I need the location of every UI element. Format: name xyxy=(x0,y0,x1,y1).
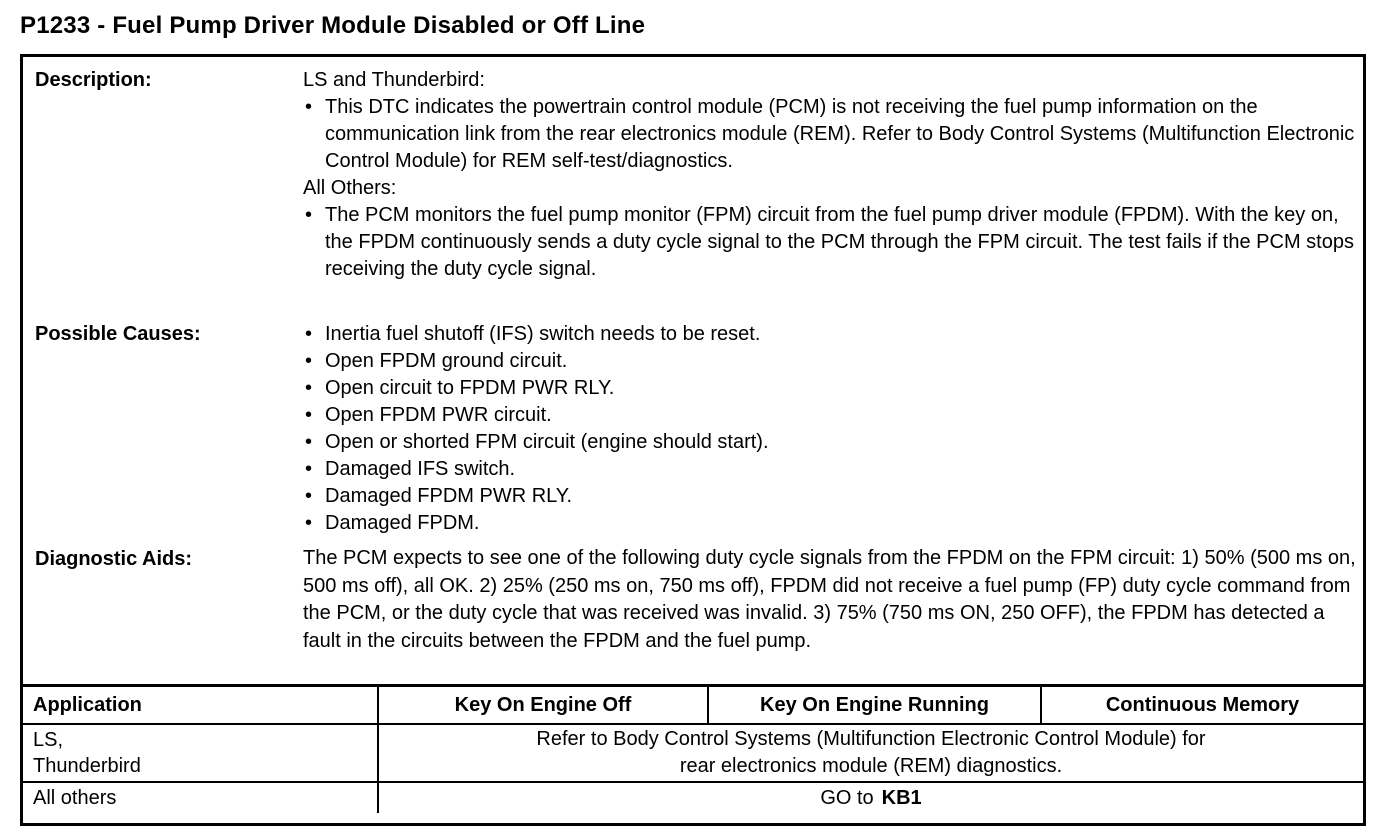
aids-label: Diagnostic Aids: xyxy=(35,548,193,570)
application-table xyxy=(23,684,1363,813)
application-cell xyxy=(23,724,378,782)
go-to-cell xyxy=(378,782,1363,813)
ls-bullet-list xyxy=(303,94,1359,175)
cause-item: • Inertia fuel shutoff (IFS) switch needs to be reset. xyxy=(303,321,1359,348)
app-thunderbird: Thunderbird xyxy=(33,755,141,777)
causes-label: Possible Causes: xyxy=(35,323,201,345)
others-bullet-list xyxy=(303,202,1359,283)
table-header-row xyxy=(23,686,1363,725)
ls-instruction-cell xyxy=(378,724,1363,782)
application-cell: All others xyxy=(23,782,378,813)
others-header: All Others: xyxy=(303,177,397,199)
app-ls: LS, xyxy=(33,729,64,751)
header-application: Application xyxy=(23,686,378,725)
cause-item: • Open FPDM PWR circuit. xyxy=(303,402,1359,429)
table-row xyxy=(23,724,1363,782)
causes-list xyxy=(303,321,1359,537)
cause-item: • Damaged FPDM. xyxy=(303,510,1359,537)
header-continuous-memory: Continuous Memory xyxy=(1041,686,1363,725)
ls-instruction-line2: rear electronics module (REM) diagnostics. xyxy=(679,755,1063,777)
go-to-text: GO to xyxy=(820,786,874,809)
causes-content xyxy=(303,321,1359,537)
cause-item: • Damaged FPDM PWR RLY. xyxy=(303,483,1359,510)
ls-instruction-line1: Refer to Body Control Systems (Multifunction Electronic Control Module) for xyxy=(536,728,1206,750)
ls-bullet: • This DTC indicates the powertrain control module (PCM) is not receiving the fuel pump information on the communication link from the rear electronics module (REM). Refer to Body Control Systems (Multifunction Electronic Control Module) for REM self-test/diagnostics. xyxy=(303,94,1359,175)
header-koeo: Key On Engine Off xyxy=(378,686,708,725)
page-title: P1233 - Fuel Pump Driver Module Disabled or Off Line xyxy=(20,12,646,39)
dtc-frame xyxy=(20,54,1366,826)
description-label: Description: xyxy=(35,69,152,91)
header-koer: Key On Engine Running xyxy=(708,686,1041,725)
cause-item: • Damaged IFS switch. xyxy=(303,456,1359,483)
ls-header: LS and Thunderbird: xyxy=(303,69,485,91)
others-bullet: • The PCM monitors the fuel pump monitor (FPM) circuit from the fuel pump driver module (FPDM). With the key on, the FPDM continuously sends a duty cycle signal to the PCM through the FPM circuit. The test fails if the PCM stops receiving the duty cycle signal. xyxy=(303,202,1359,283)
cause-item: • Open or shorted FPM circuit (engine should start). xyxy=(303,429,1359,456)
table-row xyxy=(23,782,1363,813)
aids-text: The PCM expects to see one of the following duty cycle signals from the FPDM on the FPM circuit: 1) 50% (500 ms on, 500 ms off), all OK. 2) 25% (250 ms on, 750 ms off), FPDM did not receive a fuel pump (FP) duty cycle command from the PCM, or the duty cycle that was received was invalid. 3) 75% (750 ms ON, 250 OFF), the FPDM has detected a fault in the circuits between the FPDM and the fuel pump. xyxy=(303,547,1356,652)
cause-item: • Open FPDM ground circuit. xyxy=(303,348,1359,375)
go-to-kb1-link[interactable]: KB1 xyxy=(881,786,922,809)
description-content xyxy=(303,67,1359,283)
cause-item: • Open circuit to FPDM PWR RLY. xyxy=(303,375,1359,402)
